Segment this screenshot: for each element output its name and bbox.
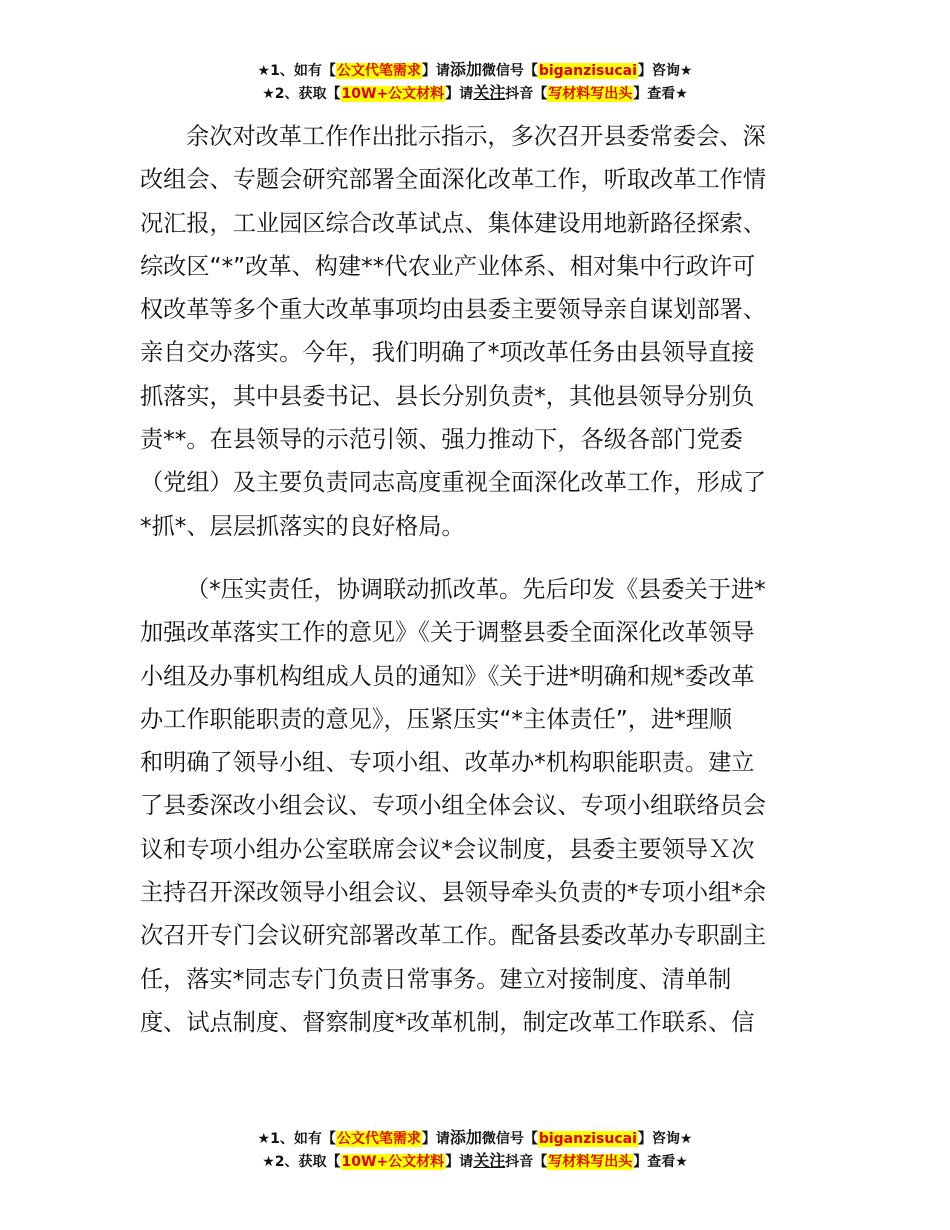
text-line: 任，落实*同志专门负责日常事务。建立对接制度、清单制 <box>140 965 732 993</box>
banner-text: 】查看★ <box>633 1154 688 1170</box>
banner-emphasis: 关注 <box>473 83 506 102</box>
text-line: 办工作职能职责的意见》，压紧压实“*主体责任”，进*理顺 <box>140 705 733 733</box>
highlight-wechat-id: biganzisucai <box>538 63 637 79</box>
banner-line-1 <box>0 59 950 82</box>
banner-text: 】请 <box>445 1154 474 1170</box>
text-line: *抓*、层层抓落实的良好格局。 <box>140 512 465 540</box>
paragraph-1 <box>140 115 812 548</box>
highlight-materials: 10W+公文材料 <box>341 1154 445 1170</box>
banner-text: 抖音【 <box>505 86 548 102</box>
banner-text: 】咨询★ <box>637 63 693 79</box>
text-line: （党组）及主要负责同志高度重视全面深化改革工作，形成了 <box>140 469 767 497</box>
footer-banner <box>0 1127 950 1173</box>
highlight-service: 公文代笔需求 <box>336 1131 421 1147</box>
highlight-materials: 10W+公文材料 <box>341 86 445 102</box>
text-line: 了县委深改小组会议、专项小组全体会议、专项小组联络员会 <box>140 792 767 820</box>
banner-line-1 <box>0 1127 950 1150</box>
banner-text: 微信号【 <box>481 63 538 79</box>
document-body <box>140 115 812 1044</box>
highlight-douyin: 写材料写出头 <box>548 86 633 102</box>
text-line: （*压实责任，协调联动抓改革。先后印发《县委关于进* <box>186 575 766 603</box>
banner-emphasis: 添加 <box>449 1128 482 1147</box>
text-line: 责**。在县领导的示范引领、强力推动下，各级各部门党委 <box>140 426 743 454</box>
banner-text: ★2、获取【 <box>262 86 341 102</box>
highlight-douyin: 写材料写出头 <box>548 1154 633 1170</box>
header-banner <box>0 59 950 105</box>
text-line: 况汇报，工业园区综合改革试点、集体建设用地新路径探索、 <box>140 209 767 237</box>
text-line: 综改区“*”改革、构建**代农业产业体系、相对集中行政许可 <box>140 252 756 280</box>
banner-text: 】请 <box>421 63 450 79</box>
text-line: 余次对改革工作作出批示指示，多次召开县委常委会、深 <box>186 123 766 150</box>
text-line: 权改革等多个重大改革事项均由县委主要领导亲自谋划部署、 <box>140 296 767 324</box>
banner-text: 】查看★ <box>633 86 688 102</box>
text-line: 度、试点制度、督察制度*改革机制，制定改革工作联系、信 <box>140 1008 755 1036</box>
banner-emphasis: 关注 <box>473 1151 506 1170</box>
text-line: 改组会、专题会研究部署全面深化改革工作，听取改革工作情 <box>140 166 767 194</box>
banner-text: 】请 <box>445 86 474 102</box>
text-line: 主持召开深改领导小组会议、县领导牵头负责的*专项小组*余 <box>140 879 767 907</box>
banner-text: 微信号【 <box>481 1131 538 1147</box>
banner-emphasis: 添加 <box>449 60 482 79</box>
paragraph-2 <box>140 568 812 1044</box>
banner-line-2 <box>0 82 950 105</box>
text-line: 议和专项小组办公室联席会议*会议制度，县委主要领导Ｘ次 <box>140 835 755 863</box>
text-line: 亲自交办落实。今年，我们明确了*项改革任务由县领导直接 <box>140 339 755 367</box>
banner-text: ★1、如有【 <box>257 1131 336 1147</box>
text-line: 抓落实，其中县委书记、县长分别负责*，其他县领导分别负 <box>140 382 755 410</box>
banner-text: ★1、如有【 <box>257 63 336 79</box>
highlight-service: 公文代笔需求 <box>336 63 421 79</box>
banner-text: 】请 <box>421 1131 450 1147</box>
text-line: 加强改革落实工作的意见》《关于调整县委全面深化改革领导 <box>140 619 755 647</box>
banner-text: 】咨询★ <box>637 1131 693 1147</box>
highlight-wechat-id: biganzisucai <box>538 1131 637 1147</box>
text-line: 次召开专门会议研究部署改革工作。配备县委改革办专职副主 <box>140 922 767 950</box>
banner-text: 抖音【 <box>505 1154 548 1170</box>
banner-text: ★2、获取【 <box>262 1154 341 1170</box>
banner-line-2 <box>0 1150 950 1173</box>
text-line: 和明确了领导小组、专项小组、改革办*机构职能职责。建立 <box>140 749 755 777</box>
text-line: 小组及办事机构组成人员的通知》《关于进*明确和规*委改革 <box>140 662 755 690</box>
